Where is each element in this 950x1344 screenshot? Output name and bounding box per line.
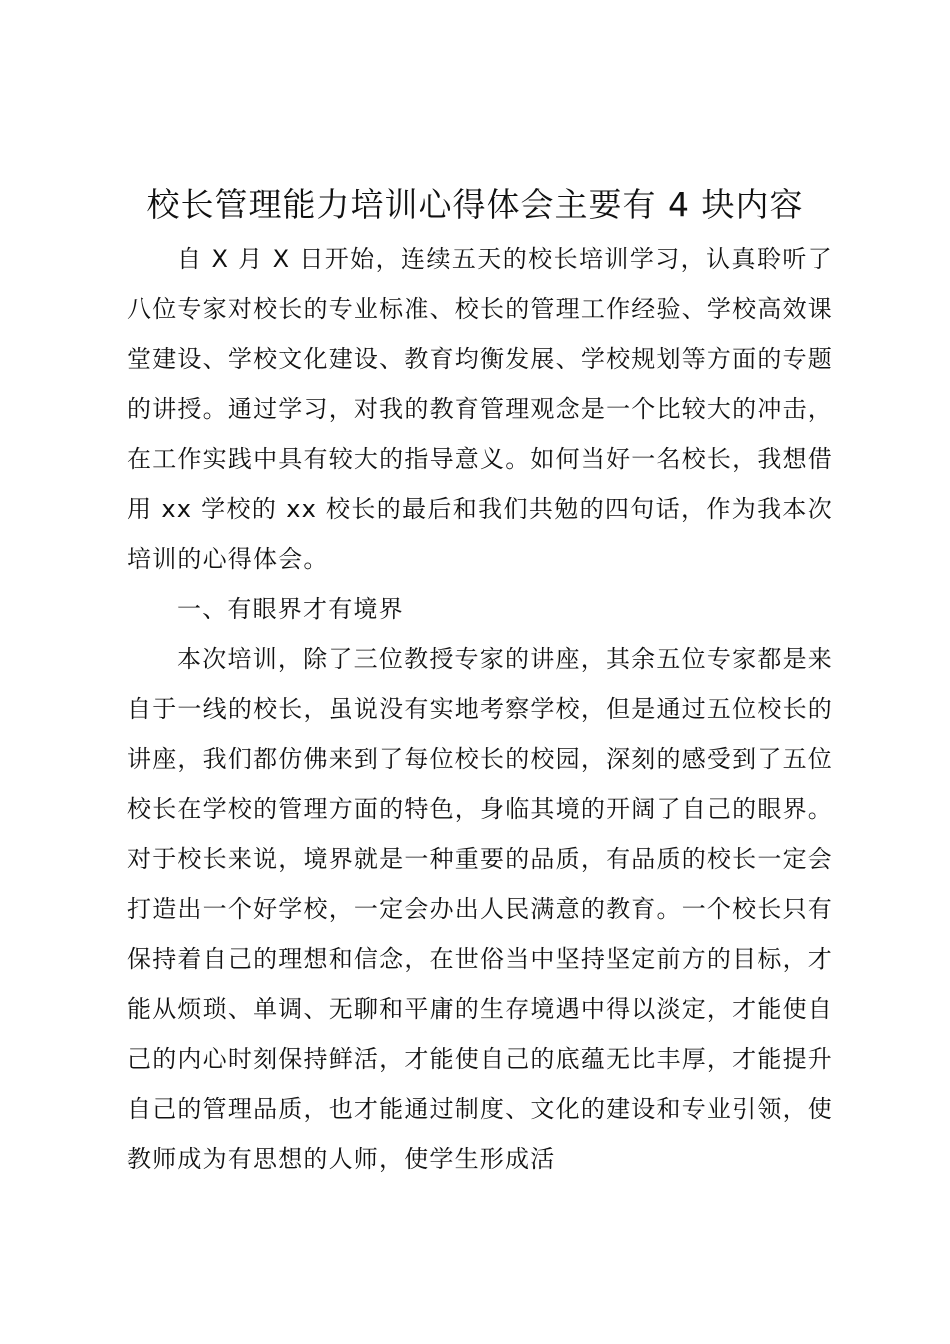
document-body (127, 234, 833, 1184)
section-heading-1: 一、有眼界才有境界 (177, 595, 404, 623)
paragraph-intro: 自 X 月 X 日开始，连续五天的校长培训学习，认真聆听了八位专家对校长的专业标准、校长的管理工作经验、学校高效课堂建设、学校文化建设、教育均衡发展、学校规划等方面的专题的讲授。通过学习，对我的教育管理观念是一个比较大的冲击，在工作实践中具有较大的指导意义。如何当好一名校长，我想借用 xx 学校的 xx 校长的最后和我们共勉的四句话，作为我本次培训的心得体会。 (127, 245, 833, 573)
document-title: 校长管理能力培训心得体会主要有 4 块内容 (146, 185, 804, 224)
paragraph-section-1: 本次培训，除了三位教授专家的讲座，其余五位专家都是来自于一线的校长，虽说没有实地考察学校，但是通过五位校长的讲座，我们都仿佛来到了每位校长的校园，深刻的感受到了五位校长在学校的管理方面的特色，身临其境的开阔了自己的眼界。对于校长来说，境界就是一种重要的品质，有品质的校长一定会打造出一个好学校，一定会办出人民满意的教育。一个校长只有保持着自己的理想和信念，在世俗当中坚持坚定前方的目标，才能从烦琐、单调、无聊和平庸的生存境遇中得以淡定，才能使自己的内心时刻保持鲜活，才能使自己的底蕴无比丰厚，才能提升自己的管理品质，也才能通过制度、文化的建设和专业引领，使教师成为有思想的人师，使学生形成活 (127, 645, 833, 1173)
